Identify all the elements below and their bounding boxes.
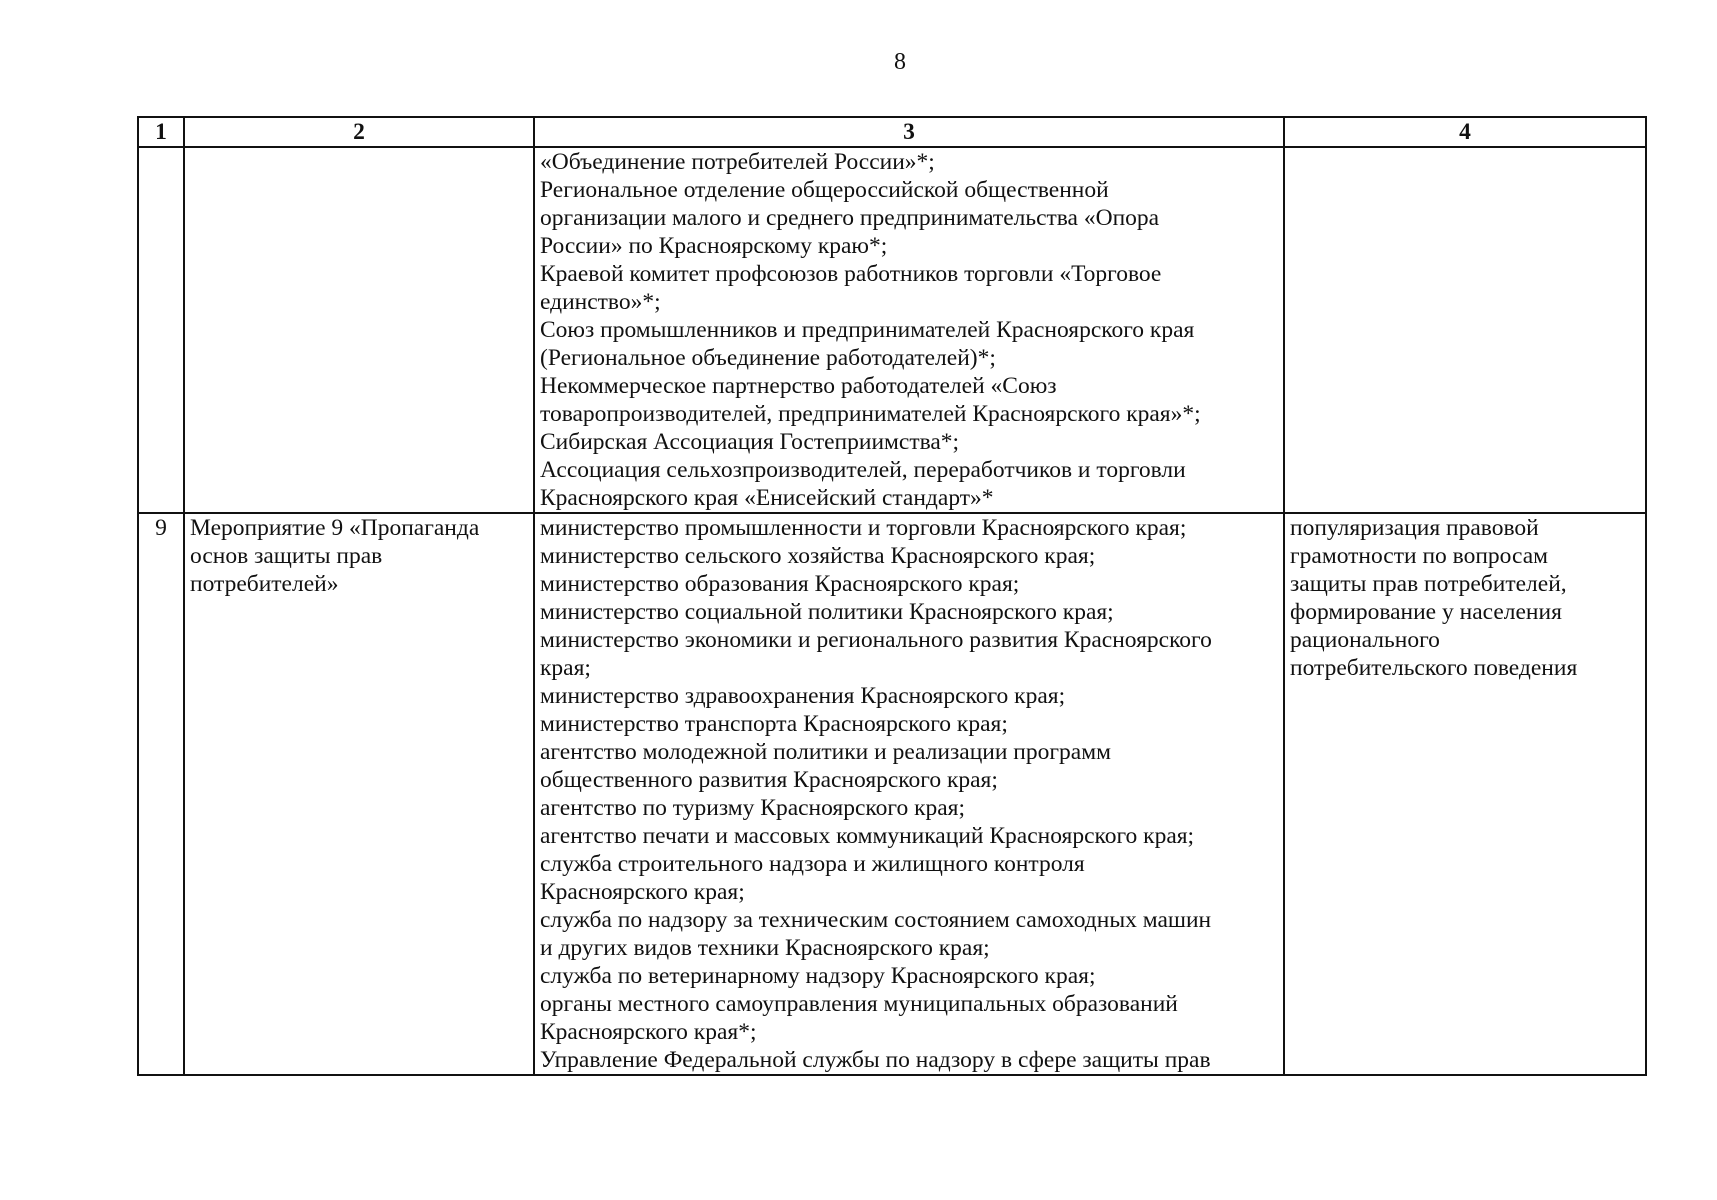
cell-text-line: Сибирская Ассоциация Гостеприимства*; — [540, 429, 960, 455]
cell-text-line: основ защиты прав — [190, 543, 383, 569]
event-cell — [184, 513, 534, 1075]
cell-text-line: Красноярского края; — [540, 879, 745, 905]
participants-cell — [534, 147, 1284, 513]
cell-text-line: министерство транспорта Красноярского края; — [540, 711, 1008, 737]
cell-text-line: органы местного самоуправления муниципальных образований — [540, 991, 1178, 1017]
cell-text-line: Красноярского края «Енисейский стандарт»* — [540, 485, 994, 511]
cell-text-line: служба по надзору за техническим состоянием самоходных машин — [540, 907, 1212, 933]
cell-text-line: агентство по туризму Красноярского края; — [540, 795, 966, 821]
cell-text-line: товаропроизводителей, предпринимателей Красноярского края»*; — [540, 401, 1201, 427]
cell-text-line: министерство сельского хозяйства Красноярского края; — [540, 543, 1096, 569]
cell-text-line: Краевой комитет профсоюзов работников торговли «Торговое — [540, 261, 1162, 287]
cell-text-line: Ассоциация сельхозпроизводителей, переработчиков и торговли — [540, 457, 1186, 483]
cell-text-line: защиты прав потребителей, — [1290, 571, 1567, 597]
table-row-continued — [138, 147, 1646, 513]
cell-text-line: министерство здравоохранения Красноярского края; — [540, 683, 1066, 709]
cell-text-line: министерство промышленности и торговли Красноярского края; — [540, 515, 1187, 541]
cell-text-line: «Объединение потребителей России»*; — [540, 149, 935, 175]
page-number: 8 — [894, 49, 906, 75]
cell-text-line: формирование у населения — [1290, 599, 1562, 625]
cell-text-line: министерство образования Красноярского края; — [540, 571, 1020, 597]
cell-text-line: потребителей» — [190, 571, 339, 597]
cell-text-line: агентство печати и массовых коммуникаций Красноярского края; — [540, 823, 1195, 849]
participants-cell — [534, 513, 1284, 1075]
cell-text-line: Мероприятие 9 «Пропаганда — [190, 515, 480, 541]
cell-text-line: рационального — [1290, 627, 1440, 653]
cell-text-line: и других видов техники Красноярского края; — [540, 935, 990, 961]
cell-text-line: (Региональное объединение работодателей)*; — [540, 345, 996, 371]
cell-text-line: грамотности по вопросам — [1290, 543, 1549, 569]
cell-text-line: популяризация правовой — [1290, 515, 1539, 541]
column-header-1: 1 — [138, 117, 184, 147]
cell-text-line: Некоммерческое партнерство работодателей «Союз — [540, 373, 1057, 399]
cell-text-line: министерство экономики и регионального развития Красноярского — [540, 627, 1212, 653]
table-row-9 — [138, 513, 1646, 1075]
table-header-row — [138, 117, 1646, 147]
row-number-cell: 9 — [138, 513, 184, 1075]
cell-text-line: служба по ветеринарному надзору Красноярского края; — [540, 963, 1096, 989]
column-header-3: 3 — [534, 117, 1284, 147]
cell-text-line: потребительского поведения — [1290, 655, 1578, 681]
cell-text-line: общественного развития Красноярского края; — [540, 767, 998, 793]
cell-text-line: министерство социальной политики Красноярского края; — [540, 599, 1114, 625]
cell-text-line: организации малого и среднего предпринимательства «Опора — [540, 205, 1160, 231]
cell-text-line: края; — [540, 655, 591, 681]
event-cell — [184, 147, 534, 513]
measures-table — [137, 116, 1647, 1076]
cell-text-line: России» по Красноярскому краю*; — [540, 233, 888, 259]
cell-text-line: единство»*; — [540, 289, 661, 315]
result-cell — [1284, 513, 1646, 1075]
cell-text-line: Управление Федеральной службы по надзору в сфере защиты прав — [540, 1047, 1211, 1073]
cell-text-line: служба строительного надзора и жилищного контроля — [540, 851, 1085, 877]
cell-text-line: агентство молодежной политики и реализации программ — [540, 739, 1111, 765]
column-header-4: 4 — [1284, 117, 1646, 147]
cell-text-line: Красноярского края*; — [540, 1019, 757, 1045]
cell-text-line: Союз промышленников и предпринимателей Красноярского края — [540, 317, 1195, 343]
cell-text-line: Региональное отделение общероссийской общественной — [540, 177, 1109, 203]
column-header-2: 2 — [184, 117, 534, 147]
result-cell — [1284, 147, 1646, 513]
row-number-cell — [138, 147, 184, 513]
